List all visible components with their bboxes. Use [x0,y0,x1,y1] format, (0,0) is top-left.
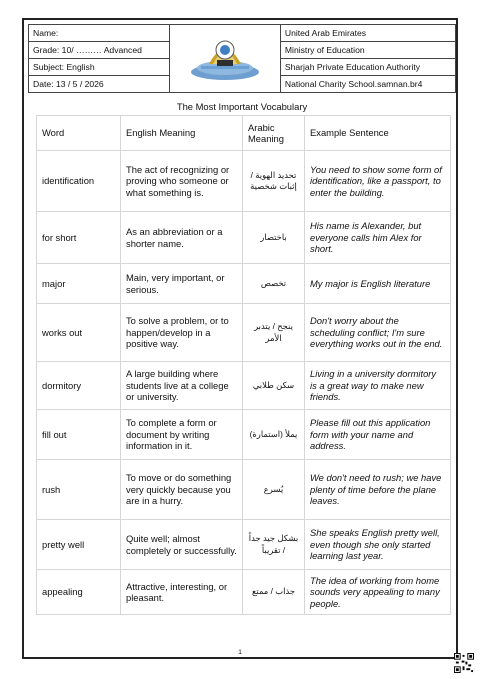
english-meaning-cell: Main, very important, or serious. [121,264,243,304]
page-title: The Most Important Vocabulary [176,101,308,112]
word-cell: fill out [37,410,121,460]
word-cell: works out [37,304,121,362]
example-sentence-cell: She speaks English pretty well, even though she only started learning last year. [305,520,451,570]
word-cell: rush [37,460,121,520]
word-cell: major [37,264,121,304]
table-row [37,151,451,212]
page-number: 1 [238,649,242,656]
ministry-name: Ministry of Education [280,42,455,59]
example-sentence-cell: Living in a university dormitory is a great way to make new friends. [305,362,451,410]
word-cell: dormitory [37,362,121,410]
arabic-meaning-cell: بشكل جيد جداً / تقريباً [243,520,305,570]
subject-field: Subject: English [29,59,170,76]
column-header-word: Word [37,116,121,151]
emblem-icon [187,30,263,82]
arabic-meaning-cell: باختصار [243,212,305,264]
date-field: Date: 13 / 5 / 2026 [29,76,170,93]
word-cell: identification [37,151,121,212]
arabic-meaning-cell: يملأ (استمارة) [243,410,305,460]
qr-code-icon [454,653,474,673]
authority-name: Sharjah Private Education Authority [280,59,455,76]
example-sentence-cell: The idea of working from home sounds very appealing to many people. [305,570,451,615]
word-cell: appealing [37,570,121,615]
english-meaning-cell: Quite well; almost completely or successfully. [121,520,243,570]
english-meaning-cell: A large building where students live at a college or university. [121,362,243,410]
example-sentence-cell: We don't need to rush; we have plenty of time before the plane leaves. [305,460,451,520]
table-row [37,460,451,520]
example-sentence-cell: His name is Alexander, but everyone calls him Alex for short. [305,212,451,264]
table-row [37,570,451,615]
english-meaning-cell: Attractive, interesting, or pleasant. [121,570,243,615]
english-meaning-cell: The act of recognizing or proving who someone or what something is. [121,151,243,212]
english-meaning-cell: To complete a form or document by writing information in it. [121,410,243,460]
english-meaning-cell: To solve a problem, or to happen/develop in a positive way. [121,304,243,362]
arabic-meaning-cell: ينجح / يتدبر الأمر [243,304,305,362]
column-header-arabic: Arabic Meaning [243,116,305,151]
arabic-meaning-cell: تحديد الهوية / إثبات شخصية [243,151,305,212]
table-row [37,264,451,304]
example-sentence-cell: My major is English literature [305,264,451,304]
table-row [37,304,451,362]
word-cell: pretty well [37,520,121,570]
grade-field[interactable]: Grade: 10/ ……… Advanced [29,42,170,59]
column-header-english: English Meaning [121,116,243,151]
example-sentence-cell: Don't worry about the scheduling conflict; I'm sure everything works out in the end. [305,304,451,362]
table-row [37,520,451,570]
example-sentence-cell: You need to show some form of identification, like a passport, to enter the building. [305,151,451,212]
arabic-meaning-cell: تخصص [243,264,305,304]
country-name: United Arab Emirates [280,25,455,42]
table-row [37,362,451,410]
column-header-example: Example Sentence [305,116,451,151]
vocabulary-table [36,115,451,615]
arabic-meaning-cell: سكن طلابي [243,362,305,410]
table-row [37,212,451,264]
english-meaning-cell: To move or do something very quickly because you are in a hurry. [121,460,243,520]
word-cell: for short [37,212,121,264]
arabic-meaning-cell: جذاب / ممتع [243,570,305,615]
table-header-row [37,116,451,151]
english-meaning-cell: As an abbreviation or a shorter name. [121,212,243,264]
ministry-logo [169,25,280,93]
arabic-meaning-cell: يُسرع [243,460,305,520]
table-row [37,410,451,460]
example-sentence-cell: Please fill out this application form with your name and address. [305,410,451,460]
name-field[interactable]: Name: [29,25,170,42]
school-name: National Charity School.samnan.br4 [280,76,455,93]
header-table [28,24,456,93]
